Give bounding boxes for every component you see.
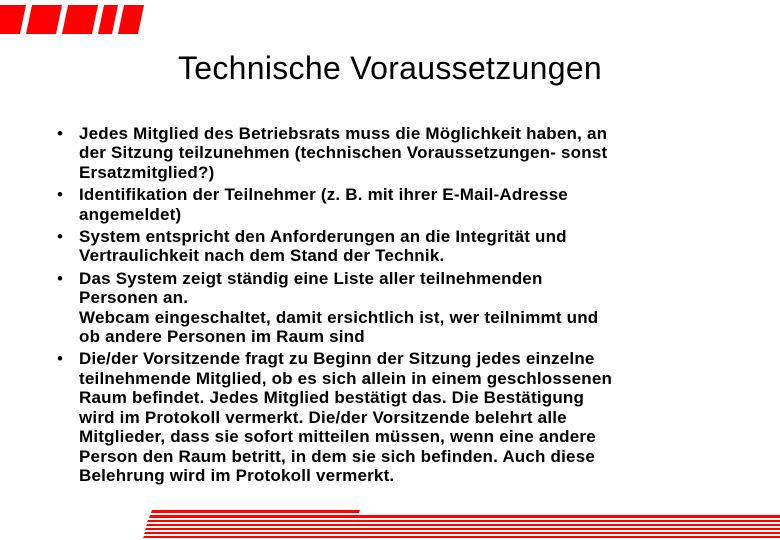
bullet-text-line: der Sitzung teilzunehmen (technischen Voraussetzungen- sonst bbox=[79, 143, 608, 163]
bullet-marker: • bbox=[57, 227, 64, 247]
bullet-marker: • bbox=[57, 124, 64, 143]
bullet-item bbox=[55, 269, 735, 347]
bullet-text-line: Ersatzmitglied?) bbox=[79, 162, 215, 182]
bullet-text-line: teilnehmende Mitglied, ob es sich allein in einem geschlossenen bbox=[79, 368, 613, 388]
bullet-marker: • bbox=[57, 185, 64, 205]
bullet-text-line: Raum befindet. Jedes Mitglied bestätigt das. Die Bestätigung bbox=[79, 388, 585, 408]
bullet-text-line: Vertraulichkeit nach dem Stand der Technik. bbox=[79, 246, 445, 266]
logo-bar-2 bbox=[26, 5, 62, 34]
logo-bar-1 bbox=[0, 5, 26, 34]
logo-bar-5 bbox=[118, 5, 144, 34]
bullet-text-line: wird im Protokoll vermerkt. Die/der Vorsitzende belehrt alle bbox=[79, 407, 567, 427]
bullet-text-line: Die/der Vorsitzende fragt zu Beginn der Sitzung jedes einzelne bbox=[79, 349, 595, 369]
bullet-marker: • bbox=[57, 349, 64, 369]
footer-red-stripes bbox=[0, 505, 780, 540]
bullet-item bbox=[55, 349, 735, 485]
bullet-text-line: Person den Raum betritt, in dem sie sich befinden. Auch diese bbox=[79, 446, 596, 466]
bullet-item bbox=[55, 185, 735, 224]
logo-bar-4 bbox=[98, 5, 118, 34]
bullet-text-line: System entspricht den Anforderungen an die Integrität und bbox=[79, 227, 567, 247]
red-slanted-bars-logo bbox=[0, 0, 150, 36]
bullet-text-line: ob andere Personen im Raum sind bbox=[79, 327, 365, 347]
bullet-text-line: Belehrung wird im Protokoll vermerkt. bbox=[79, 465, 395, 485]
bullet-text-line: Webcam eingeschaltet, damit ersichtlich ist, wer teilnimmt und bbox=[79, 307, 599, 327]
bullet-text-line: Mitglieder, dass sie sofort mitteilen müssen, wenn eine andere bbox=[79, 427, 596, 447]
slide-title: Technische Voraussetzungen bbox=[177, 50, 603, 86]
bullet-text-line: angemeldet) bbox=[79, 204, 182, 224]
bullet-marker: • bbox=[57, 268, 64, 288]
logo-bar-3 bbox=[62, 5, 98, 34]
bullet-text-line: Identifikation der Teilnehmer (z. B. mit ihrer E-Mail-Adresse bbox=[79, 185, 568, 205]
bullet-list bbox=[55, 124, 735, 488]
bullet-text-line: Das System zeigt ständig eine Liste aller teilnehmenden bbox=[79, 268, 543, 288]
bullet-item bbox=[55, 124, 735, 182]
bullet-text-line: Personen an. bbox=[79, 288, 189, 308]
bullet-text-line: Jedes Mitglied des Betriebsrats muss die Möglichkeit haben, an bbox=[79, 124, 608, 143]
bullet-item bbox=[55, 227, 735, 266]
